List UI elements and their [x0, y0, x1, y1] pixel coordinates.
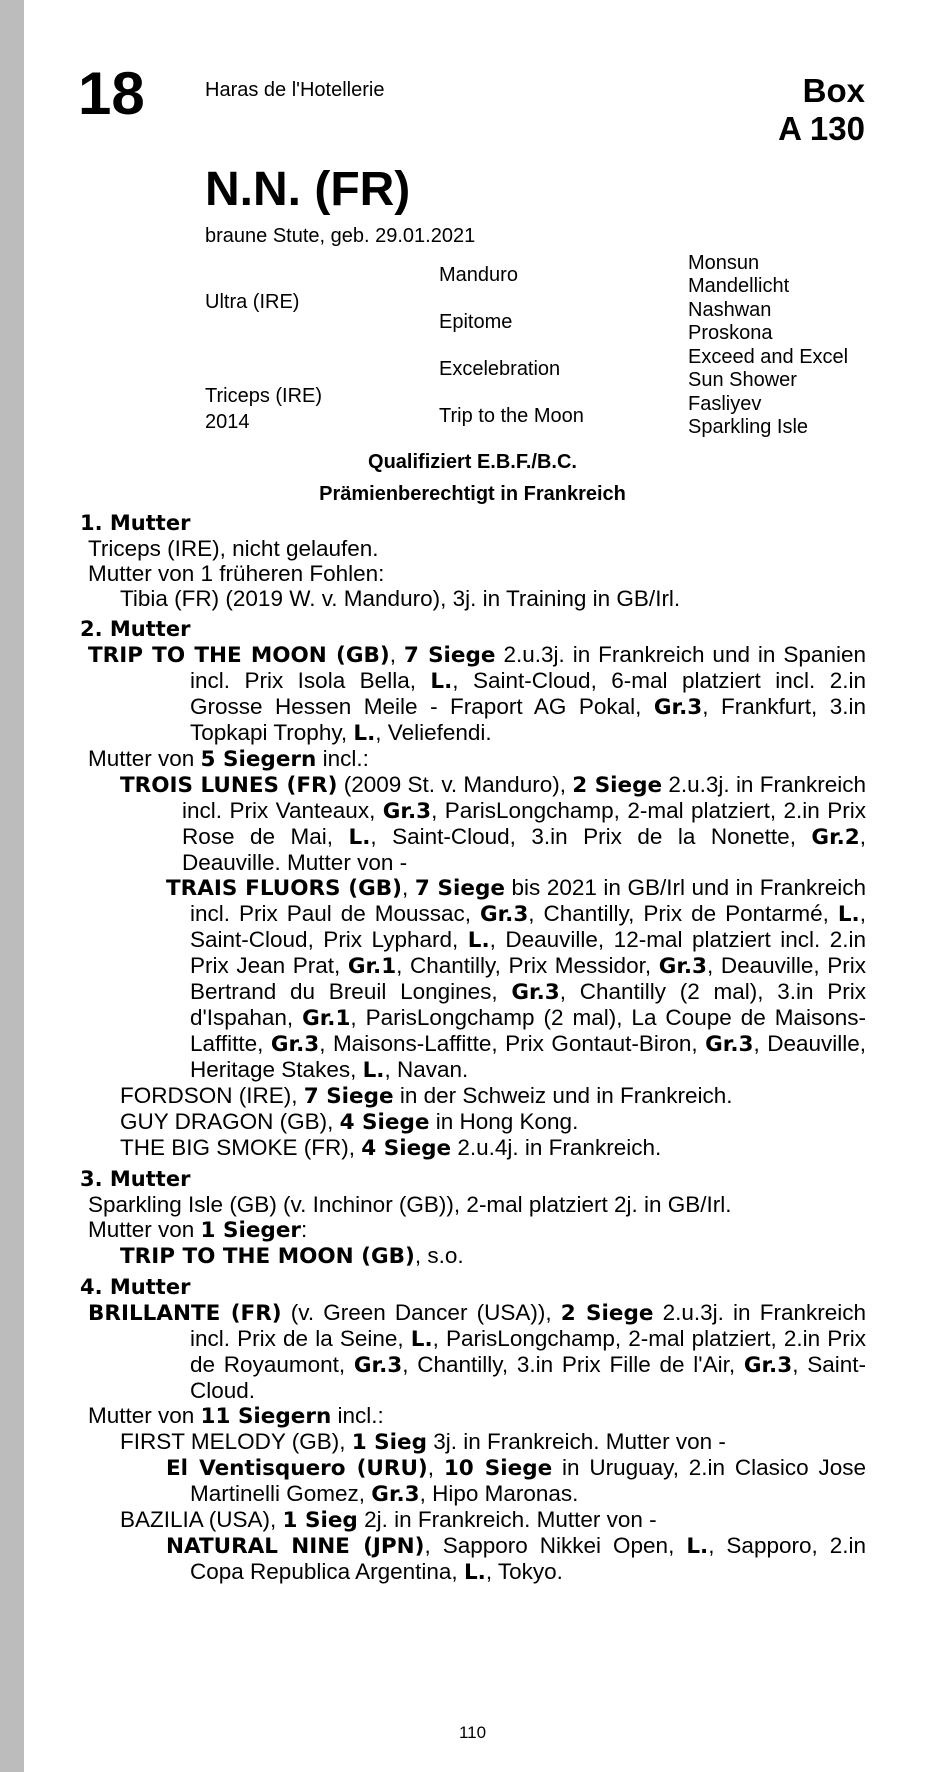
bold-run: Gr.3: [371, 1482, 420, 1507]
box-number: A 130: [778, 110, 865, 147]
bold-run: 2 Siege: [560, 1301, 654, 1326]
text-run: , Hipo Maronas.: [419, 1481, 579, 1506]
pedigree-entry: [80, 586, 866, 611]
section-heading: 4. Mutter: [80, 1275, 191, 1299]
text-run: incl.:: [331, 1403, 384, 1428]
text-run: , Chantilly (2 mal), 3.in Prix d'Ispahan,: [190, 979, 866, 1030]
pedigree-sire-dam: Epitome: [439, 311, 513, 333]
horse-name: N.N. (FR): [205, 163, 411, 216]
pedigree-gen3-4: Proskona: [688, 322, 773, 344]
bold-run: L.: [362, 1058, 385, 1083]
bold-run: BRILLANTE (FR): [88, 1301, 282, 1326]
bold-run: L.: [348, 825, 371, 850]
text-run: , Navan.: [384, 1057, 469, 1082]
pedigree-entry: [80, 746, 866, 772]
bold-run: Gr.3: [653, 695, 703, 720]
text-run: 2.u.3j. in Frankreich incl. Prix Vanteaux,: [182, 772, 867, 823]
text-run: , Veliefendi.: [375, 720, 492, 745]
bold-run: 1 Sieg: [351, 1430, 427, 1455]
text-run: 2j. in Frankreich. Mutter von -: [357, 1507, 657, 1532]
bold-run: L.: [353, 721, 376, 746]
text-run: in Hong Kong.: [429, 1109, 579, 1134]
pedigree-gen3-8: Sparkling Isle: [688, 416, 809, 438]
bold-run: Gr.2: [811, 825, 860, 850]
text-run: FORDSON (IRE),: [120, 1083, 304, 1108]
bold-run: L.: [467, 928, 490, 953]
text-run: , Deauville, Heritage Stakes,: [190, 1031, 867, 1082]
text-run: , Saint-Cloud, 3.in Prix de la Nonette,: [370, 824, 812, 849]
text-run: , Deauville, 12-mal platziert incl. 2.in Prix Jean Prat,: [190, 927, 866, 978]
bold-run: 4 Siege: [361, 1136, 452, 1161]
bold-run: 1 Sieger: [200, 1218, 302, 1243]
pedigree-entry: [80, 772, 866, 875]
bold-run: Gr.3: [479, 902, 529, 927]
pedigree-sire: Ultra (IRE): [205, 291, 300, 313]
text-run: in der Schweiz und in Frankreich.: [393, 1083, 733, 1108]
text-run: 2.u.4j. in Frankreich.: [451, 1135, 662, 1160]
text-run: incl.:: [316, 746, 369, 771]
bold-run: Gr.3: [511, 980, 560, 1005]
page-margin-bar: [0, 0, 24, 1772]
text-run: , Chantilly, 3.in Prix Fille de l'Air,: [402, 1352, 744, 1377]
pedigree-entry: [80, 561, 866, 586]
pedigree-entry: [80, 1135, 866, 1161]
text-run: , Chantilly, Prix Messidor,: [396, 953, 659, 978]
bold-run: Gr.3: [743, 1353, 793, 1378]
text-run: (2009 St. v. Manduro),: [337, 772, 573, 797]
pedigree-entry: [80, 1533, 866, 1585]
pedigree-gen3-3: Nashwan: [688, 299, 772, 321]
text-run: , Tokyo.: [485, 1559, 563, 1584]
bold-run: TRIP TO THE MOON (GB): [120, 1244, 415, 1269]
box-label: Box: [802, 72, 865, 109]
bold-run: Gr.3: [270, 1032, 320, 1057]
text-run: Mutter von: [88, 746, 201, 771]
pedigree-sire-sire: Manduro: [439, 264, 518, 286]
pedigree-entry: [80, 1300, 866, 1403]
bold-run: L.: [410, 1327, 433, 1352]
pedigree-dam: Triceps (IRE): [205, 385, 323, 407]
section-heading: 2. Mutter: [80, 617, 191, 641]
bold-run: Gr.3: [658, 954, 707, 979]
pedigree-entry: [80, 1429, 866, 1455]
qualification-france: Prämienberechtigt in Frankreich: [319, 483, 626, 505]
bold-run: Gr.3: [353, 1353, 403, 1378]
text-run: Mutter von: [88, 1403, 201, 1428]
bold-run: NATURAL NINE (JPN): [166, 1534, 425, 1559]
text-run: (v. Green Dancer (USA)),: [281, 1300, 561, 1325]
bold-run: TROIS LUNES (FR): [120, 773, 338, 798]
lot-number: 18: [78, 60, 145, 127]
text-run: , s.o.: [414, 1243, 464, 1268]
pedigree-gen3-1: Monsun: [688, 252, 760, 274]
bold-run: 5 Siegern: [200, 747, 317, 772]
text-run: , Saint-Cloud.: [190, 1352, 866, 1403]
text-run: ,: [389, 642, 404, 667]
horse-description: braune Stute, geb. 29.01.2021: [205, 225, 476, 247]
text-run: , Maisons-Laffitte, Prix Gontaut-Biron,: [319, 1031, 706, 1056]
pedigree-entry: [80, 1109, 866, 1135]
bold-run: 10 Siege: [443, 1456, 553, 1481]
bold-run: 7 Siege: [303, 1084, 394, 1109]
text-run: , Saint-Cloud, Prix Lyphard,: [190, 901, 866, 952]
bold-run: El Ventisquero (URU): [166, 1456, 428, 1481]
bold-run: L.: [463, 1560, 486, 1585]
box-info: [778, 72, 865, 148]
text-run: Mutter von: [88, 1217, 201, 1242]
bold-run: Gr.3: [705, 1032, 754, 1057]
pedigree-entry: [80, 1192, 866, 1217]
text-run: BAZILIA (USA),: [120, 1507, 283, 1532]
text-run: , ParisLongchamp, 2-mal platziert, 2.in Prix Rose de Mai,: [182, 798, 866, 849]
text-run: 3j. in Frankreich. Mutter von -: [426, 1429, 726, 1454]
bold-run: TRIP TO THE MOON (GB): [88, 643, 390, 668]
bold-run: Gr.1: [347, 954, 397, 979]
text-run: GUY DRAGON (GB),: [120, 1109, 340, 1134]
breeder-name: Haras de l'Hotellerie: [205, 79, 385, 101]
bold-run: 11 Siegern: [200, 1404, 332, 1429]
text-run: , Sapporo Nikkei Open,: [424, 1533, 687, 1558]
pedigree-dam-year: 2014: [205, 411, 250, 433]
bold-run: L.: [430, 669, 453, 694]
bold-run: TRAIS FLUORS (GB): [166, 876, 402, 901]
page-number: 110: [458, 1723, 487, 1742]
text-run: , ParisLongchamp (2 mal), La Coupe de Maisons-Laffitte,: [190, 1005, 866, 1056]
bold-run: 2 Siege: [572, 773, 663, 798]
bold-run: L.: [686, 1534, 709, 1559]
bold-run: Gr.3: [382, 799, 432, 824]
pedigree-entry: [80, 536, 866, 561]
text-run: bis 2021 in GB/Irl und in Frankreich incl. Prix Paul de Moussac,: [190, 875, 866, 926]
pedigree-gen3-2: Mandellicht: [688, 275, 790, 297]
pedigree-entry: [80, 1083, 866, 1109]
text-run: 2.u.3j. in Frankreich und in Spanien incl. Prix Isola Bella,: [190, 642, 866, 693]
pedigree-entry: [80, 1243, 866, 1269]
bold-run: L.: [837, 902, 860, 927]
pedigree-entry: [80, 1403, 866, 1429]
pedigree-dam-sire: Excelebration: [439, 358, 561, 380]
bold-run: 1 Sieg: [282, 1508, 358, 1533]
pedigree-gen3-6: Sun Shower: [688, 369, 797, 391]
pedigree-entry: [80, 875, 866, 1083]
text-run: , Saint-Cloud, 6-mal platziert incl. 2.in Grosse Hessen Meile - Fraport AG Pokal,: [190, 668, 867, 719]
text-run: Sparkling Isle (GB) (v. Inchinor (GB)), 2-mal platziert 2j. in GB/Irl.: [88, 1192, 732, 1217]
text-run: , Deauville. Mutter von -: [182, 824, 866, 875]
pedigree-dam-dam: Trip to the Moon: [439, 405, 584, 427]
text-run: , ParisLongchamp, 2-mal platziert, 2.in Prix de Royaumont,: [190, 1326, 866, 1377]
text-run: in Uruguay, 2.in Clasico Jose Martinelli Gomez,: [190, 1455, 866, 1506]
section-heading: 3. Mutter: [80, 1167, 191, 1191]
text-run: 2.u.3j. in Frankreich incl. Prix de la Seine,: [190, 1300, 866, 1351]
text-run: Tibia (FR) (2019 W. v. Manduro), 3j. in Training in GB/Irl.: [120, 586, 681, 611]
text-run: , Chantilly, Prix de Pontarmé,: [528, 901, 838, 926]
text-run: , Deauville, Prix Bertrand du Breuil Longines,: [190, 953, 866, 1004]
pedigree-entry: [80, 1217, 866, 1243]
bold-run: 7 Siege: [414, 876, 505, 901]
family-text: [80, 511, 866, 1585]
text-run: Mutter von 1 früheren Fohlen:: [88, 561, 385, 586]
pedigree-gen3-5: Exceed and Excel: [688, 346, 849, 368]
section-heading: 1. Mutter: [80, 511, 191, 535]
pedigree-entry: [80, 1455, 866, 1507]
text-run: THE BIG SMOKE (FR),: [120, 1135, 362, 1160]
qualification-ebf: Qualifiziert E.B.F./B.C.: [368, 451, 577, 473]
bold-run: 7 Siege: [403, 643, 496, 668]
pedigree-entry: [80, 642, 866, 746]
text-run: Triceps (IRE), nicht gelaufen.: [88, 536, 379, 561]
bold-run: Gr.1: [302, 1006, 351, 1031]
text-run: :: [301, 1217, 308, 1242]
text-run: , Sapporo, 2.in Copa Republica Argentina,: [190, 1533, 866, 1584]
text-run: ,: [427, 1455, 444, 1480]
text-run: , Frankfurt, 3.in Topkapi Trophy,: [190, 694, 866, 745]
pedigree-gen3-7: Fasliyev: [688, 393, 762, 415]
text-run: FIRST MELODY (GB),: [120, 1429, 352, 1454]
bold-run: 4 Siege: [339, 1110, 430, 1135]
pedigree-entry: [80, 1507, 866, 1533]
text-run: ,: [402, 875, 415, 900]
